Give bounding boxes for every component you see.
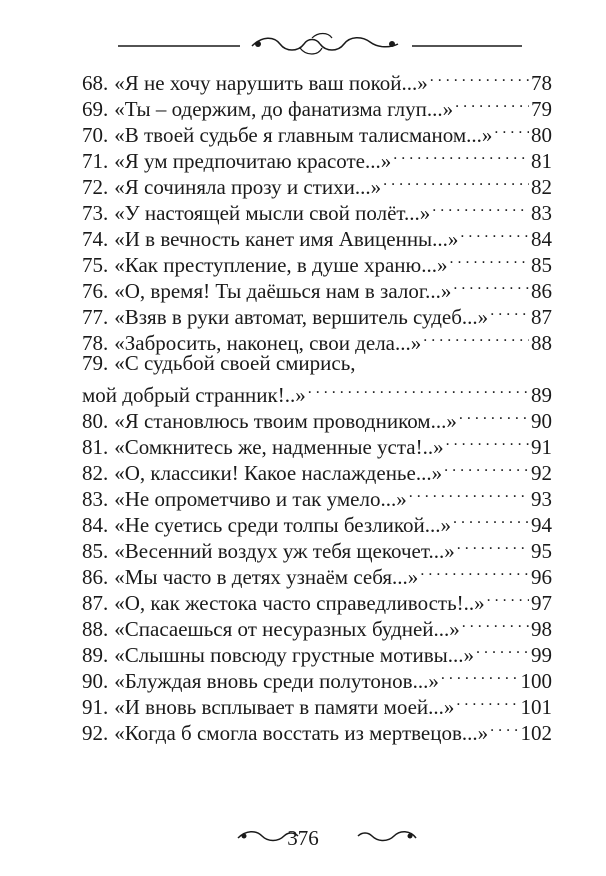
toc-entry-page: 88	[531, 331, 552, 355]
dot-leader	[476, 636, 529, 662]
toc-entry-continuation	[82, 376, 552, 407]
toc-entry-page: 92	[531, 461, 552, 485]
toc-entry-title: «У настоящей мысли свой полёт...»	[114, 201, 431, 225]
dot-leader	[383, 168, 529, 194]
toc-entry-title: «Когда б смогла восстать из мертвецов...»	[114, 721, 489, 745]
dot-leader	[420, 558, 529, 584]
toc-entry-title: «Сомкнитесь же, надменные уста!..»	[114, 435, 444, 459]
dot-leader	[308, 376, 529, 402]
dot-leader	[430, 64, 529, 90]
toc-entry-page: 85	[531, 253, 552, 277]
dot-leader	[449, 246, 529, 272]
table-of-contents	[82, 64, 552, 745]
toc-entry-title: «В твоей судьбе я главным талисманом...»	[114, 123, 493, 147]
toc-entry-title: «Взяв в руки автомат, вершитель судеб...»	[114, 305, 489, 329]
toc-entry-number: 86.	[82, 565, 109, 589]
toc-entry-number: 85.	[82, 539, 109, 563]
toc-entry-page: 82	[531, 175, 552, 199]
dot-leader	[444, 454, 529, 480]
toc-entry-number: 72.	[82, 175, 109, 199]
toc-entry-page: 84	[531, 227, 552, 251]
toc-entry-number: 90.	[82, 669, 109, 693]
toc-entry-title: «С судьбой своей смирись,	[114, 351, 356, 375]
toc-entry-number: 87.	[82, 591, 109, 615]
toc-entry-title: «Слышны повсюду грустные мотивы...»	[114, 643, 474, 667]
dot-leader	[494, 116, 529, 142]
toc-entry-number: 76.	[82, 279, 109, 303]
dot-leader	[441, 662, 519, 688]
toc-entry-number: 73.	[82, 201, 109, 225]
toc-entry-title: «О, классики! Какое наслажденье...»	[114, 461, 443, 485]
toc-entry-number: 91.	[82, 695, 109, 719]
toc-entry-number: 80.	[82, 409, 109, 433]
toc-entry-number: 70.	[82, 123, 109, 147]
dot-leader	[487, 584, 529, 610]
toc-entry-page: 101	[520, 695, 552, 719]
toc-entry-number: 71.	[82, 149, 109, 173]
toc-entry-title: «И в вечность канет имя Авиценны...»	[114, 227, 459, 251]
toc-entry-page: 89	[531, 383, 552, 407]
toc-entry-number: 92.	[82, 721, 109, 745]
dot-leader	[490, 714, 518, 740]
toc-entry-title: «Как преступление, в душе храню...»	[114, 253, 448, 277]
toc-entry-page: 100	[520, 669, 552, 693]
toc-entry-title-line2: мой добрый странник!..»	[82, 383, 306, 407]
dot-leader	[453, 272, 529, 298]
dot-leader	[453, 506, 529, 532]
toc-entry-page: 81	[531, 149, 552, 173]
toc-entry-title: «Весенний воздух уж тебя щекочет...»	[114, 539, 455, 563]
dot-leader	[457, 532, 529, 558]
toc-entry-page: 93	[531, 487, 552, 511]
dot-leader	[462, 610, 529, 636]
toc-entry-number: 69.	[82, 97, 109, 121]
toc-entry	[82, 350, 552, 376]
toc-entry-page: 97	[531, 591, 552, 615]
toc-entry-title: «Я не хочу нарушить ваш покой...»	[114, 71, 428, 95]
toc-entry-page: 102	[520, 721, 552, 745]
toc-entry-title: «Я сочиняла прозу и стихи...»	[114, 175, 382, 199]
toc-entry-title: «Спасаешься от несуразных будней...»	[114, 617, 460, 641]
toc-entry-title: «Блуждая вновь среди полутонов...»	[114, 669, 439, 693]
dot-leader	[393, 142, 529, 168]
dot-leader	[456, 688, 518, 714]
toc-entry-number: 78.	[82, 331, 109, 355]
top-flourish-divider-icon	[0, 24, 606, 64]
toc-entry-number: 75.	[82, 253, 109, 277]
toc-entry-number: 77.	[82, 305, 109, 329]
toc-entry-title: «Не опрометчиво и так умело...»	[114, 487, 407, 511]
toc-entry-page: 80	[531, 123, 552, 147]
toc-entry-number: 74.	[82, 227, 109, 251]
toc-entry-page: 79	[531, 97, 552, 121]
toc-entry-number: 84.	[82, 513, 109, 537]
toc-entry-page: 91	[531, 435, 552, 459]
toc-entry	[82, 64, 552, 95]
dot-leader	[423, 324, 529, 350]
toc-entry-number: 83.	[82, 487, 109, 511]
dot-leader	[432, 194, 529, 220]
dot-leader	[409, 480, 529, 506]
toc-entry-page: 90	[531, 409, 552, 433]
toc-entry-number: 88.	[82, 617, 109, 641]
toc-entry-title: «Не суетись среди толпы безликой...»	[114, 513, 451, 537]
toc-entry-number: 79.	[82, 351, 109, 375]
toc-entry-page: 98	[531, 617, 552, 641]
toc-entry-title: «Я ум предпочитаю красоте...»	[114, 149, 392, 173]
toc-entry-page: 87	[531, 305, 552, 329]
dot-leader	[446, 428, 529, 454]
toc-entry-title: «И вновь всплывает в памяти моей...»	[114, 695, 455, 719]
toc-entry-page: 86	[531, 279, 552, 303]
toc-entry-page: 94	[531, 513, 552, 537]
toc-entry-number: 89.	[82, 643, 109, 667]
toc-entry-page: 96	[531, 565, 552, 589]
dot-leader	[455, 90, 529, 116]
toc-entry-title: «Забросить, наконец, свои дела...»	[114, 331, 422, 355]
dot-leader	[490, 298, 529, 324]
toc-entry-title: «Мы часто в детях узнаём себя...»	[114, 565, 419, 589]
toc-entry-title: «О, время! Ты даёшься нам в залог...»	[114, 279, 452, 303]
toc-entry-page: 99	[531, 643, 552, 667]
page-number: 376	[287, 826, 319, 850]
toc-entry-title: «Я становлюсь твоим проводником...»	[114, 409, 457, 433]
toc-entry-page: 83	[531, 201, 552, 225]
toc-entry-page: 78	[531, 71, 552, 95]
toc-entry-title: «О, как жестока часто справедливость!..»	[114, 591, 485, 615]
dot-leader	[460, 220, 529, 246]
toc-entry-title: «Ты – одержим, до фанатизма глуп...»	[114, 97, 454, 121]
toc-entry-number: 82.	[82, 461, 109, 485]
toc-entry-number: 68.	[82, 71, 109, 95]
dot-leader	[459, 402, 529, 428]
toc-entry-number: 81.	[82, 435, 109, 459]
toc-entry-page: 95	[531, 539, 552, 563]
